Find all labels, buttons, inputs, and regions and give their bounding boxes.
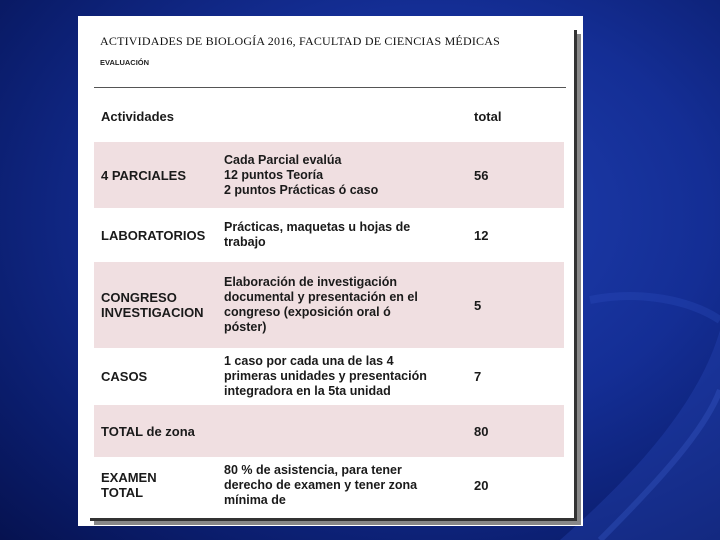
row-description: 80 % de asistencia, para tener derecho de examen y tener zona mínima de xyxy=(224,462,418,507)
table-row xyxy=(94,262,564,348)
row-description: Cada Parcial evalúa 12 puntos Teoría 2 puntos Prácticas ó caso xyxy=(224,152,379,197)
header-total: total xyxy=(474,108,502,124)
table-row xyxy=(94,348,564,405)
table-row xyxy=(94,457,564,513)
header-activities: Actividades xyxy=(101,108,174,124)
row-description: 1 caso por cada una de las 4 primeras unidades y presentación integradora en la 5ta unidad xyxy=(224,354,427,398)
row-total: 56 xyxy=(474,167,489,183)
table-row xyxy=(94,405,564,457)
title-divider xyxy=(94,87,566,88)
row-total: 20 xyxy=(474,477,489,493)
row-activity: EXAMEN TOTAL xyxy=(101,470,157,500)
slide-image-panel xyxy=(78,16,583,526)
row-activity: LABORATORIOS xyxy=(101,227,206,243)
row-activity: TOTAL de zona xyxy=(101,423,195,439)
evaluation-table xyxy=(94,90,564,513)
table-row xyxy=(94,142,564,208)
row-description: Prácticas, maquetas u hojas de trabajo xyxy=(224,220,411,249)
row-activity: CASOS xyxy=(101,369,148,384)
row-activity: CONGRESO INVESTIGACION xyxy=(101,290,204,320)
table-row xyxy=(94,208,564,262)
table-header-row xyxy=(94,90,564,142)
document-subtitle: EVALUACIÓN xyxy=(100,58,150,67)
document-frame xyxy=(90,30,577,521)
row-description: Elaboración de investigación documental y presentación en el congreso (exposición oral ó póster) xyxy=(224,275,418,334)
row-total: 80 xyxy=(474,423,489,439)
document-title: ACTIVIDADES DE BIOLOGÍA 2016, FACULTAD DE CIENCIAS MÉDICAS xyxy=(100,34,500,48)
row-total: 12 xyxy=(474,227,489,243)
row-total: 5 xyxy=(474,297,482,313)
row-total: 7 xyxy=(474,369,482,384)
row-activity: 4 PARCIALES xyxy=(101,167,186,183)
